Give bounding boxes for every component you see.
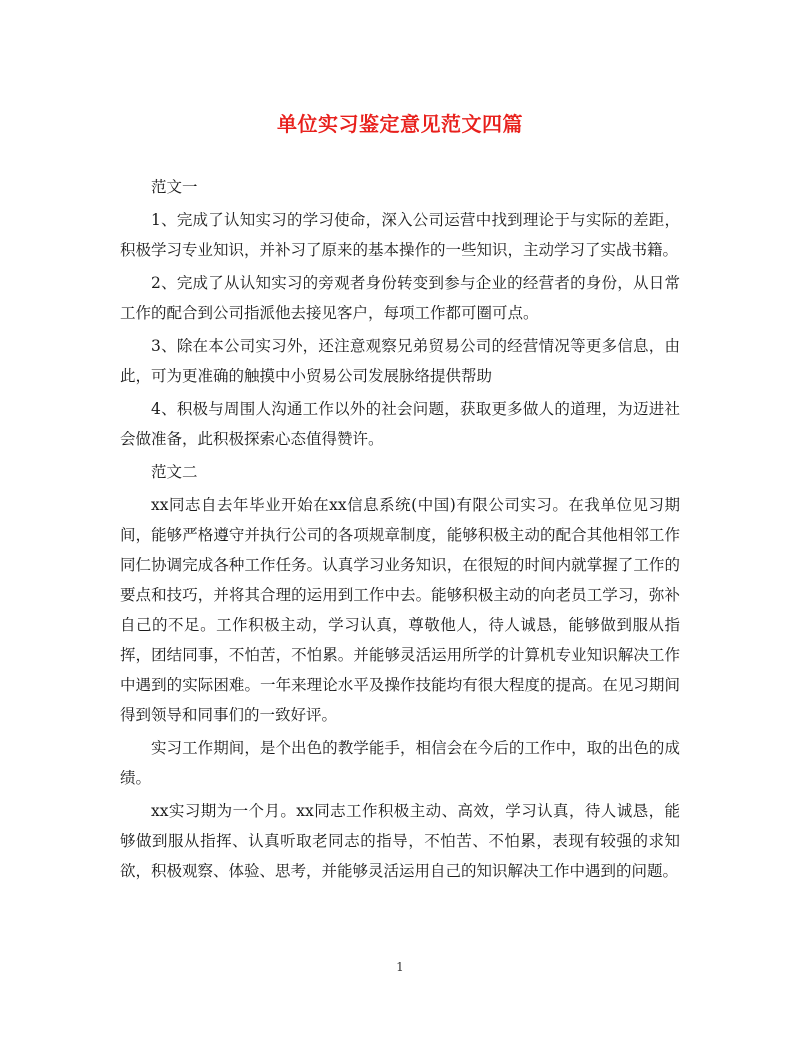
page-number: 1 bbox=[396, 960, 404, 974]
paragraph: 2、完成了从认知实习的旁观者身份转变到参与企业的经营者的身份，从日常工作的配合到公司指派他去接见客户，每项工作都可圈可点。 bbox=[120, 274, 680, 322]
paragraph: 4、积极与周围人沟通工作以外的社会问题，获取更多做人的道理，为迈进社会做准备，此积极探索心态值得赞许。 bbox=[120, 400, 680, 448]
paragraph: 1、完成了认知实习的学习使命，深入公司运营中找到理论于与实际的差距，积极学习专业知识，并补习了原来的基本操作的一些知识，主动学习了实战书籍。 bbox=[120, 211, 680, 259]
section-heading-2: 范文二 bbox=[151, 463, 198, 481]
document-title: 单位实习鉴定意见范文四篇 bbox=[277, 112, 523, 136]
paragraph: xx实习期为一个月。xx同志工作积极主动、高效，学习认真，待人诚恳，能够做到服从指挥、认真听取老同志的指导，不怕苦、不怕累，表现有较强的求知欲，积极观察、体验、思考，并能够灵活运用自己的知识解决工作中遇到的问题。 bbox=[120, 802, 680, 880]
document-body bbox=[120, 172, 680, 889]
paragraph: 实习工作期间，是个出色的教学能手，相信会在今后的工作中，取的出色的成绩。 bbox=[120, 739, 680, 787]
paragraph: 3、除在本公司实习外，还注意观察兄弟贸易公司的经营情况等更多信息，由此，可为更准确的触摸中小贸易公司发展脉络提供帮助 bbox=[120, 337, 680, 385]
paragraph: xx同志自去年毕业开始在xx信息系统(中国)有限公司实习。在我单位见习期间，能够严格遵守并执行公司的各项规章制度，能够积极主动的配合其他相邻工作同仁协调完成各种工作任务。认真学习业务知识，在很短的时间内就掌握了工作的要点和技巧，并将其合理的运用到工作中去。能够积极主动的向老员工学习，弥补自己的不足。工作积极主动，学习认真，尊敬他人，待人诚恳，能够做到服从指挥，团结同事，不怕苦，不怕累。并能够灵活运用所学的计算机专业知识解决工作中遇到的实际困难。一年来理论水平及操作技能均有很大程度的提高。在见习期间得到领导和同事们的一致好评。 bbox=[120, 496, 680, 724]
section-heading-1: 范文一 bbox=[151, 178, 198, 196]
